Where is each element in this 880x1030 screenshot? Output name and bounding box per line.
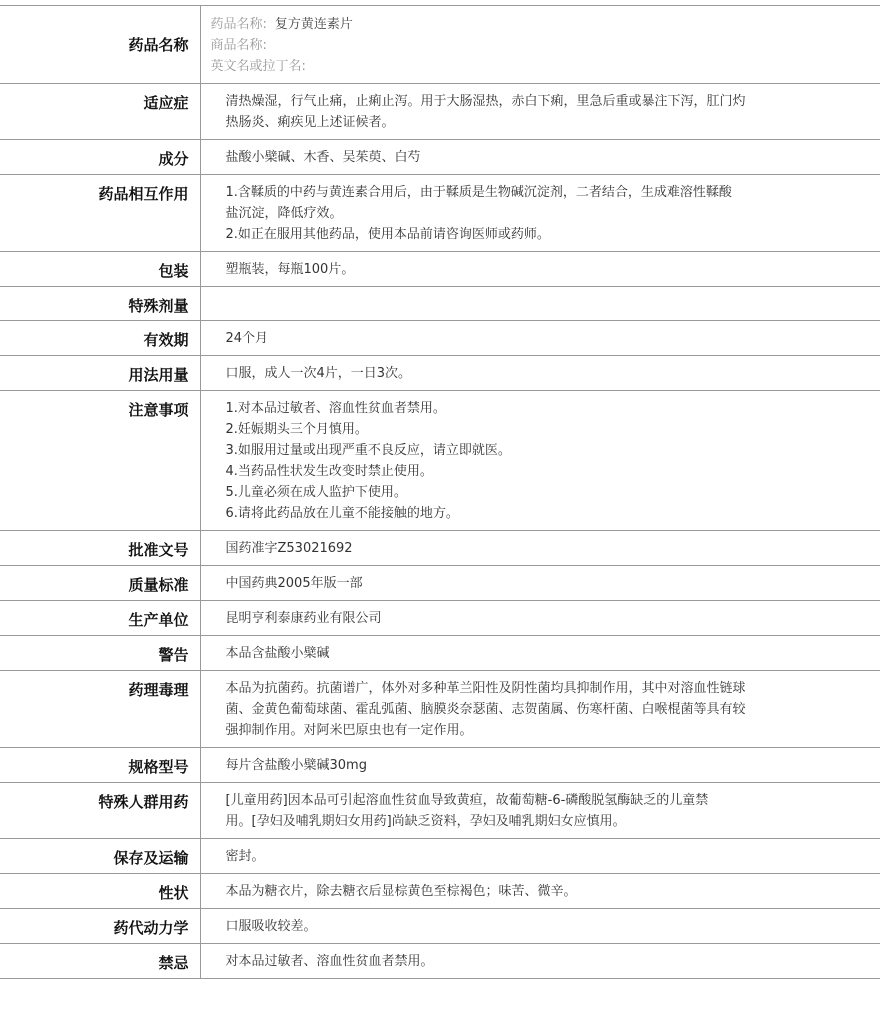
row-pharmacokinetics bbox=[0, 909, 880, 944]
value-line: 3.如服用过量或出现严重不良反应，请立即就医。 bbox=[225, 443, 511, 458]
value-line: 密封。 bbox=[225, 849, 265, 864]
row-value bbox=[200, 321, 880, 356]
value-line: 清热燥湿，行气止痛，止痢止泻。用于大肠湿热，赤白下痢，里急后重或暴注下泻，肛门灼 bbox=[225, 94, 746, 109]
row-label: 禁忌 bbox=[0, 944, 200, 979]
row-value bbox=[200, 566, 880, 601]
row-approval bbox=[0, 531, 880, 566]
row-dosage bbox=[0, 356, 880, 391]
row-standard bbox=[0, 566, 880, 601]
value-line: 6.请将此药品放在儿童不能接触的地方。 bbox=[225, 506, 459, 521]
row-label: 注意事项 bbox=[0, 391, 200, 531]
row-value bbox=[200, 356, 880, 391]
row-value bbox=[200, 140, 880, 175]
row-value bbox=[200, 636, 880, 671]
value-line: 菌、金黄色葡萄球菌、霍乱弧菌、脑膜炎奈瑟菌、志贺菌属、伤寒杆菌、白喉棍菌等具有较 bbox=[225, 702, 746, 717]
row-ingredients bbox=[0, 140, 880, 175]
row-indications bbox=[0, 84, 880, 140]
row-label: 特殊人群用药 bbox=[0, 783, 200, 839]
value-line: 2.如正在服用其他药品，使用本品前请咨询医师或药师。 bbox=[225, 227, 550, 242]
value-line: 本品为糖衣片，除去糖衣后显棕黄色至棕褐色；味苦、微辛。 bbox=[225, 884, 577, 899]
row-value bbox=[200, 748, 880, 783]
row-label: 批准文号 bbox=[0, 531, 200, 566]
row-value bbox=[200, 839, 880, 874]
row-value bbox=[200, 531, 880, 566]
english-name-label: 英文名或拉丁名: bbox=[210, 59, 306, 74]
value-line: 本品为抗菌药。抗菌谱广，体外对多种革兰阳性及阴性菌均具抑制作用，其中对溶血性链球 bbox=[225, 681, 746, 696]
row-label: 生产单位 bbox=[0, 601, 200, 636]
value-line: 口服吸收较差。 bbox=[225, 919, 317, 934]
row-label: 保存及运输 bbox=[0, 839, 200, 874]
row-value bbox=[200, 287, 880, 321]
row-label: 用法用量 bbox=[0, 356, 200, 391]
value-line: 热肠炎、痢疾见上述证候者。 bbox=[225, 115, 395, 130]
names-cell bbox=[200, 6, 880, 84]
row-label: 质量标准 bbox=[0, 566, 200, 601]
value-line: 1.对本品过敏者、溶血性贫血者禁用。 bbox=[225, 401, 446, 416]
row-label: 药理毒理 bbox=[0, 671, 200, 748]
generic-name-value: 复方黄连素片 bbox=[274, 17, 353, 32]
value-line: 2.妊娠期头三个月慎用。 bbox=[225, 422, 368, 437]
row-value bbox=[200, 391, 880, 531]
row-value bbox=[200, 909, 880, 944]
row-label: 适应症 bbox=[0, 84, 200, 140]
value-line: 中国药典2005年版一部 bbox=[225, 576, 363, 591]
row-label: 有效期 bbox=[0, 321, 200, 356]
value-line: 5.儿童必须在成人监护下使用。 bbox=[225, 485, 407, 500]
value-line: 本品含盐酸小檗碱 bbox=[225, 646, 330, 661]
row-package bbox=[0, 252, 880, 287]
empty-value bbox=[226, 294, 871, 314]
row-label: 药品相互作用 bbox=[0, 175, 200, 252]
row-value bbox=[200, 944, 880, 979]
row-value bbox=[200, 601, 880, 636]
row-drug-names bbox=[0, 6, 880, 84]
row-label: 警告 bbox=[0, 636, 200, 671]
value-line: 强抑制作用。对阿米巴原虫也有一定作用。 bbox=[225, 723, 473, 738]
row-appearance bbox=[0, 874, 880, 909]
row-validity bbox=[0, 321, 880, 356]
row-specification bbox=[0, 748, 880, 783]
row-label: 包装 bbox=[0, 252, 200, 287]
row-label: 成分 bbox=[0, 140, 200, 175]
row-special-dosage bbox=[0, 287, 880, 321]
row-precautions bbox=[0, 391, 880, 531]
row-special-groups bbox=[0, 783, 880, 839]
row-toxicology bbox=[0, 671, 880, 748]
trade-name-label: 商品名称: bbox=[210, 38, 267, 53]
row-value bbox=[200, 783, 880, 839]
row-label: 特殊剂量 bbox=[0, 287, 200, 321]
row-warning bbox=[0, 636, 880, 671]
row-value bbox=[200, 671, 880, 748]
row-interactions bbox=[0, 175, 880, 252]
row-value bbox=[200, 252, 880, 287]
row-value bbox=[200, 175, 880, 252]
drug-info-table bbox=[0, 5, 880, 979]
row-label: 规格型号 bbox=[0, 748, 200, 783]
value-line: 盐沉淀，降低疗效。 bbox=[225, 206, 343, 221]
value-line: 4.当药品性状发生改变时禁止使用。 bbox=[225, 464, 433, 479]
value-line: 盐酸小檗碱、木香、吴茱萸、白芍 bbox=[225, 150, 421, 165]
row-value bbox=[200, 84, 880, 140]
generic-name-label: 药品名称: bbox=[210, 17, 267, 32]
value-line: 对本品过敏者、溶血性贫血者禁用。 bbox=[225, 954, 434, 969]
row-label: 药品名称 bbox=[0, 6, 200, 84]
value-line: 昆明亨利泰康药业有限公司 bbox=[225, 611, 382, 626]
row-label: 药代动力学 bbox=[0, 909, 200, 944]
row-label: 性状 bbox=[0, 874, 200, 909]
value-line: 1.含鞣质的中药与黄连素合用后，由于鞣质是生物碱沉淀剂，二者结合，生成难溶性鞣酸 bbox=[225, 185, 732, 200]
row-contraindications bbox=[0, 944, 880, 979]
row-value bbox=[200, 874, 880, 909]
row-manufacturer bbox=[0, 601, 880, 636]
value-line: 用。[孕妇及哺乳期妇女用药]尚缺乏资料，孕妇及哺乳期妇女应慎用。 bbox=[225, 814, 626, 829]
value-line: 塑瓶装，每瓶100片。 bbox=[225, 262, 355, 277]
value-line: 每片含盐酸小檗碱30mg bbox=[225, 758, 367, 773]
value-line: 国药准字Z53021692 bbox=[225, 541, 353, 556]
value-line: 24个月 bbox=[225, 331, 269, 346]
value-line: [儿童用药]因本品可引起溶血性贫血导致黄疸，故葡萄糖-6-磷酸脱氢酶缺乏的儿童禁 bbox=[225, 793, 709, 808]
drug-info-sheet bbox=[0, 5, 880, 979]
row-storage bbox=[0, 839, 880, 874]
value-line: 口服，成人一次4片，一日3次。 bbox=[225, 366, 412, 381]
